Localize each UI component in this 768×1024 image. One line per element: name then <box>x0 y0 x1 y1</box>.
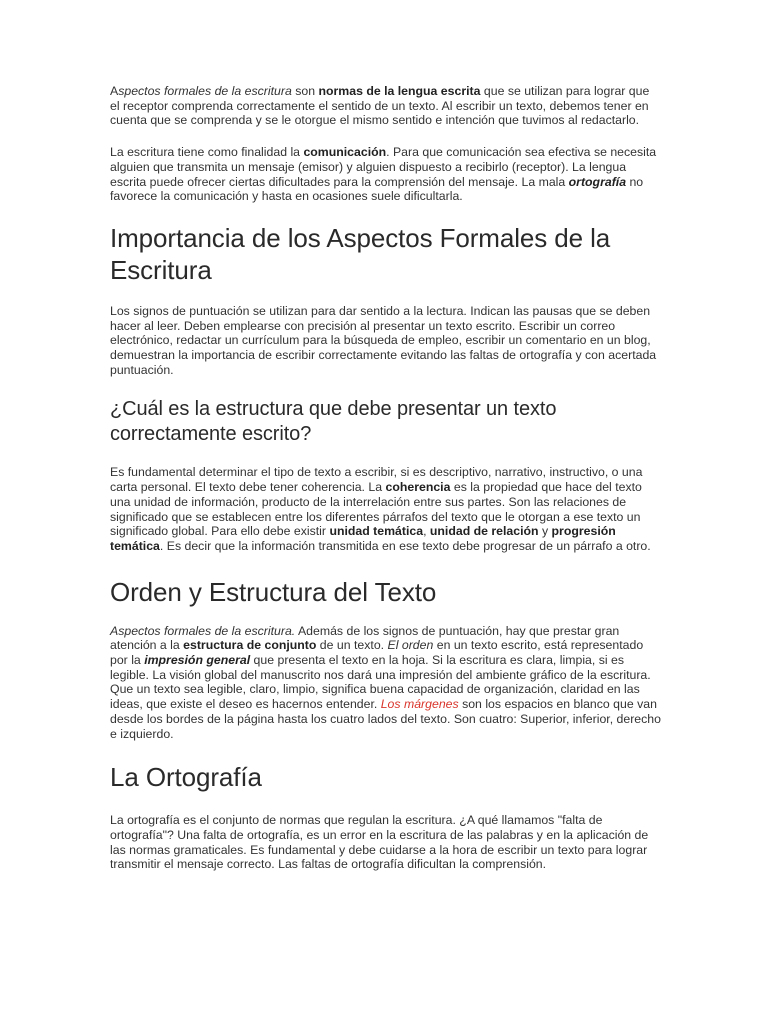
text-run: que presenta el texto en la hoja. Si la escritura es clara, limpia, si es legible. La visión global del manuscrito nos dará una impresión del ambiente gráfico de la escritura. Que un texto sea legible, claro, limpio, significa buena capacidad de organización, claridad en las ideas, que existe el deseo es hacernos entender. <box>110 653 651 712</box>
bold-phrase: progresión temática <box>110 524 616 553</box>
heading-orden: Orden y Estructura del Texto <box>110 576 437 607</box>
bold-phrase: comunicación <box>303 145 387 160</box>
text-run: La escritura tiene como finalidad la <box>110 145 304 160</box>
heading-importancia: Importancia de los Aspectos Formales de la Escritura <box>110 222 611 285</box>
text-run: . Para que comunicación sea efectiva se necesita alguien que transmita un mensaje (emisor) y alguien dispuesto a recibirlo (receptor). La lengua escrita puede ofrecer ciertas dificultades para la comprensión del mensaje. La mala <box>110 145 657 189</box>
italic-phrase: Aspectos formales de la escritura. <box>110 623 296 638</box>
punctuation-paragraph: Los signos de puntuación se utilizan para dar sentido a la lectura. Indican las pausas que se deben hacer al leer. Deben emplearse con precisión al presentar un texto escrito. Escribir un correo electrónico, redactar un currículum para la búsqueda de empleo, escribir un comentario en un blog, demuestran la importancia de escribir correctamente evitando las faltas de ortografía y con acertada puntuación. <box>110 303 657 377</box>
text-run: de un texto. <box>316 638 388 653</box>
text-run: que se utilizan para lograr que el receptor comprenda correctamente el sentido de un texto. Al escribir un texto, debemos tener en cuenta que se comprenda y se le otorgue el mismo sentido e intención que tuvimos al redactarlo. <box>110 84 650 128</box>
text-run: Además de los signos de puntuación, hay que prestar gran atención a la <box>110 623 620 653</box>
orthography-paragraph: La ortografía es el conjunto de normas que regulan la escritura. ¿A qué llamamos "falta de ortografía"? Una falta de ortografía, es un error en la escritura de las palabras y en la aplicación de las normas gramaticales. Es fundamental y debe cuidarse a la hora de escribir un texto para lograr transmitir el mensaje correcto. Las faltas de ortografía dificultan la comprensión. <box>110 813 649 872</box>
text-run: no favorece la comunicación y hasta en ocasiones suele dificultarla. <box>110 174 644 204</box>
bold-phrase: unidad temática <box>329 524 424 539</box>
text-run: son los espacios en blanco que van desde los bordes de la página hasta los cuatro lados del texto. Son cuatro: Superior, inferior, derecho e izquierdo. <box>110 697 661 741</box>
margins-link[interactable]: Los márgenes <box>380 697 459 712</box>
document-body <box>110 84 662 872</box>
communication-paragraph <box>110 145 662 204</box>
bold-italic-phrase: ortografía <box>568 174 627 189</box>
text-run: Es fundamental determinar el tipo de texto a escribir, si es descriptivo, narrativo, instructivo, o una carta personal. El texto debe tener coherencia. La <box>110 465 643 495</box>
heading-ortografia: La Ortografía <box>110 762 262 793</box>
bold-phrase: estructura de conjunto <box>183 638 317 653</box>
intro-paragraph <box>110 84 662 128</box>
text-run: , <box>423 524 430 539</box>
bold-phrase: normas de la lengua escrita <box>318 84 481 98</box>
text-run: es la propiedad que hace del texto una unidad de información, producto de la interrelación entre sus partes. Son las relaciones de significado que se establecen entre los diferentes párrafos del texto que le otorgan a ese texto un significado global. Para ello debe existir <box>110 480 642 539</box>
heading-estructura: ¿Cuál es la estructura que debe presentar un texto correctamente escrito? <box>110 398 557 446</box>
bold-phrase: coherencia <box>385 480 451 495</box>
order-paragraph <box>110 624 662 742</box>
text-run: y <box>538 524 552 539</box>
coherence-paragraph <box>110 465 662 553</box>
text-run: son <box>291 84 319 98</box>
bold-phrase: unidad de relación <box>429 524 539 539</box>
italic-phrase: spectos formales de la escritura <box>118 84 292 98</box>
text-run: A <box>110 84 119 98</box>
text-run: en un texto escrito, está representado por la <box>110 638 644 668</box>
italic-phrase: El orden <box>387 638 434 653</box>
text-run: . Es decir que la información transmitida en ese texto debe progresar de un párrafo a otro. <box>159 538 651 553</box>
bold-italic-phrase: impresión general <box>144 653 251 668</box>
